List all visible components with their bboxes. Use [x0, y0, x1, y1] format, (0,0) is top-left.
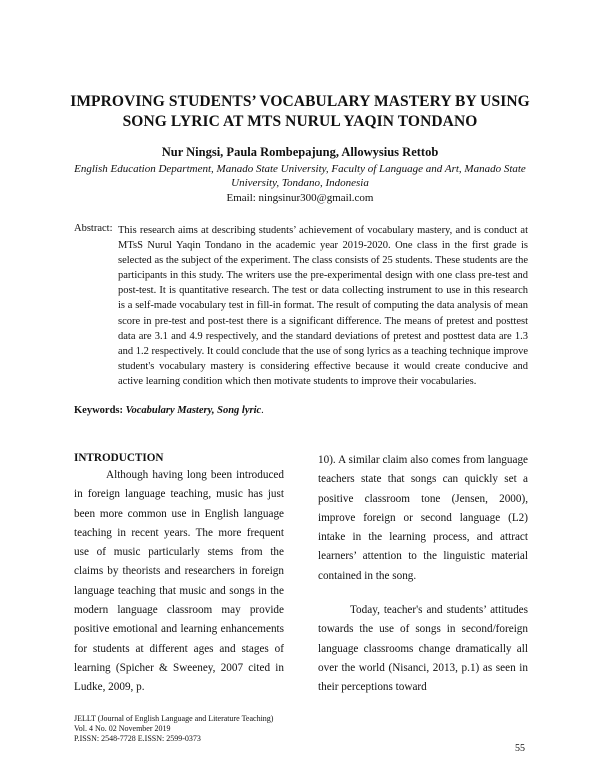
- keywords: [74, 405, 264, 416]
- authors: Nur Ningsi, Paula Rombepajung, Allowysius Rettob: [161, 145, 439, 159]
- right-column: [318, 451, 528, 698]
- author-email: Email: ningsinur300@gmail.com: [226, 192, 374, 204]
- affiliation-line-1: English Education Department, Manado State University, Faculty of Language and Art, Manado State: [74, 163, 526, 175]
- intro-paragraph-3: Today, teacher's and students’ attitudes towards the use of songs in second/foreign language classrooms change dramatically all over the world (Nisanci, 2013, p.1) as seen in their perceptions toward: [318, 604, 528, 694]
- keywords-label: Keywords:: [74, 405, 123, 416]
- left-column: [74, 451, 284, 698]
- keywords-value: Vocabulary Mastery, Song lyric: [125, 405, 262, 416]
- abstract-text: This research aims at describing students’ achievement of vocabulary mastery, and is conduct at MTsS Nurul Yaqin Tondano in the academic year 2019-2020. One class in the first grade is selected as the subject of the experiment. The class consists of 25 students. These students are the participants in this study. The writers use the pre-experimental design with one class pre-test and post-test. It is quantitative research. The test or data collecting instrument to use in this research is a self-made vocabulary test in fill-in format. The result of computing the data analysis of mean score in pre-test and post-test there is a significant difference. The means of pretest and posttest data are 3.1 and 4.9 respectively, and the standard deviations of pretest and posttest data are 1.3 and 1.2 respectively. It could conclude that the use of song lyrics as a teaching technique improve student's vocabulary mastery is considering effective because it would create conducive and active learning condition which then motivate students to improve their vocabularies.: [118, 225, 528, 387]
- keywords-terminator: .: [261, 405, 264, 416]
- abstract-label: Abstract:: [74, 223, 113, 234]
- journal-footer: [74, 714, 273, 744]
- affiliation-line-2: University, Tondano, Indonesia: [231, 177, 369, 189]
- intro-paragraph-2: 10). A similar claim also comes from language teachers state that songs can quickly set a positive classroom tone (Jensen, 2000), improve foreign or second language (L2) intake in the learning process, and attract learners’ attention to the linguistic material contained in the song.: [318, 454, 528, 582]
- page-number: 55: [515, 743, 525, 754]
- footer-journal-name: JELLT (Journal of English Language and Literature Teaching): [74, 714, 274, 723]
- footer-volume: Vol. 4 No. 02 November 2019: [74, 724, 171, 733]
- title-line-2: SONG LYRIC AT MTS NURUL YAQIN TONDANO: [122, 113, 478, 130]
- title-line-1: IMPROVING STUDENTS’ VOCABULARY MASTERY BY USING: [70, 93, 530, 110]
- intro-paragraph-1: Although having long been introduced in foreign language teaching, music has just been more common use in English language teaching in recent years. The more frequent use of music particularly stems from the claims by theorists and researchers in foreign language teaching that music and songs in the modern language classroom may provide positive emotional and learning enhancements for students at different ages and stages of learning (Spicher & Sweeney, 2007 cited in Ludke, 2009, p.: [74, 469, 284, 694]
- paper-title: [60, 92, 540, 132]
- paragraph-gap: [318, 586, 528, 601]
- footer-issn: P.ISSN: 2548-7728 E.ISSN: 2599-0373: [74, 734, 201, 743]
- affiliation: [70, 162, 530, 190]
- section-heading-introduction: INTRODUCTION: [74, 452, 164, 464]
